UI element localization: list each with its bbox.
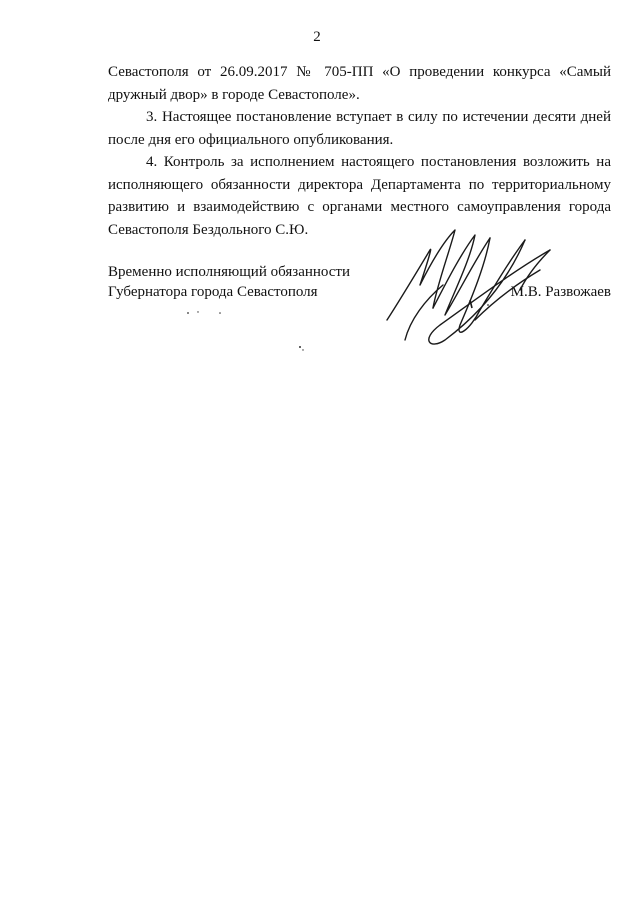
signatory-name: М.В. Развожаев [510,284,611,300]
paragraph-continuation: Севастополя от 26.09.2017 № 705-ПП «О проведении конкурса «Самый дружный двор» в городе Севастополе». [108,64,611,103]
page-number: 2 [313,29,321,45]
paragraph-item-3: 3. Настоящее постановление вступает в силу по истечении десяти дней после дня его официального опубликования. [108,109,611,148]
paragraph-item-4: 4. Контроль за исполнением настоящего постановления возложить на исполняющего обязанности директора Департамента по территориальному развитию и взаимодействию с органами местного самоуправления города Севастополя Бездольного С.Ю. [108,154,611,238]
signatory-position-line2: Губернатора города Севастополя [108,284,318,300]
signatory-position-line1: Временно исполняющий обязанности [108,264,351,280]
handwritten-signature-icon [375,190,575,355]
